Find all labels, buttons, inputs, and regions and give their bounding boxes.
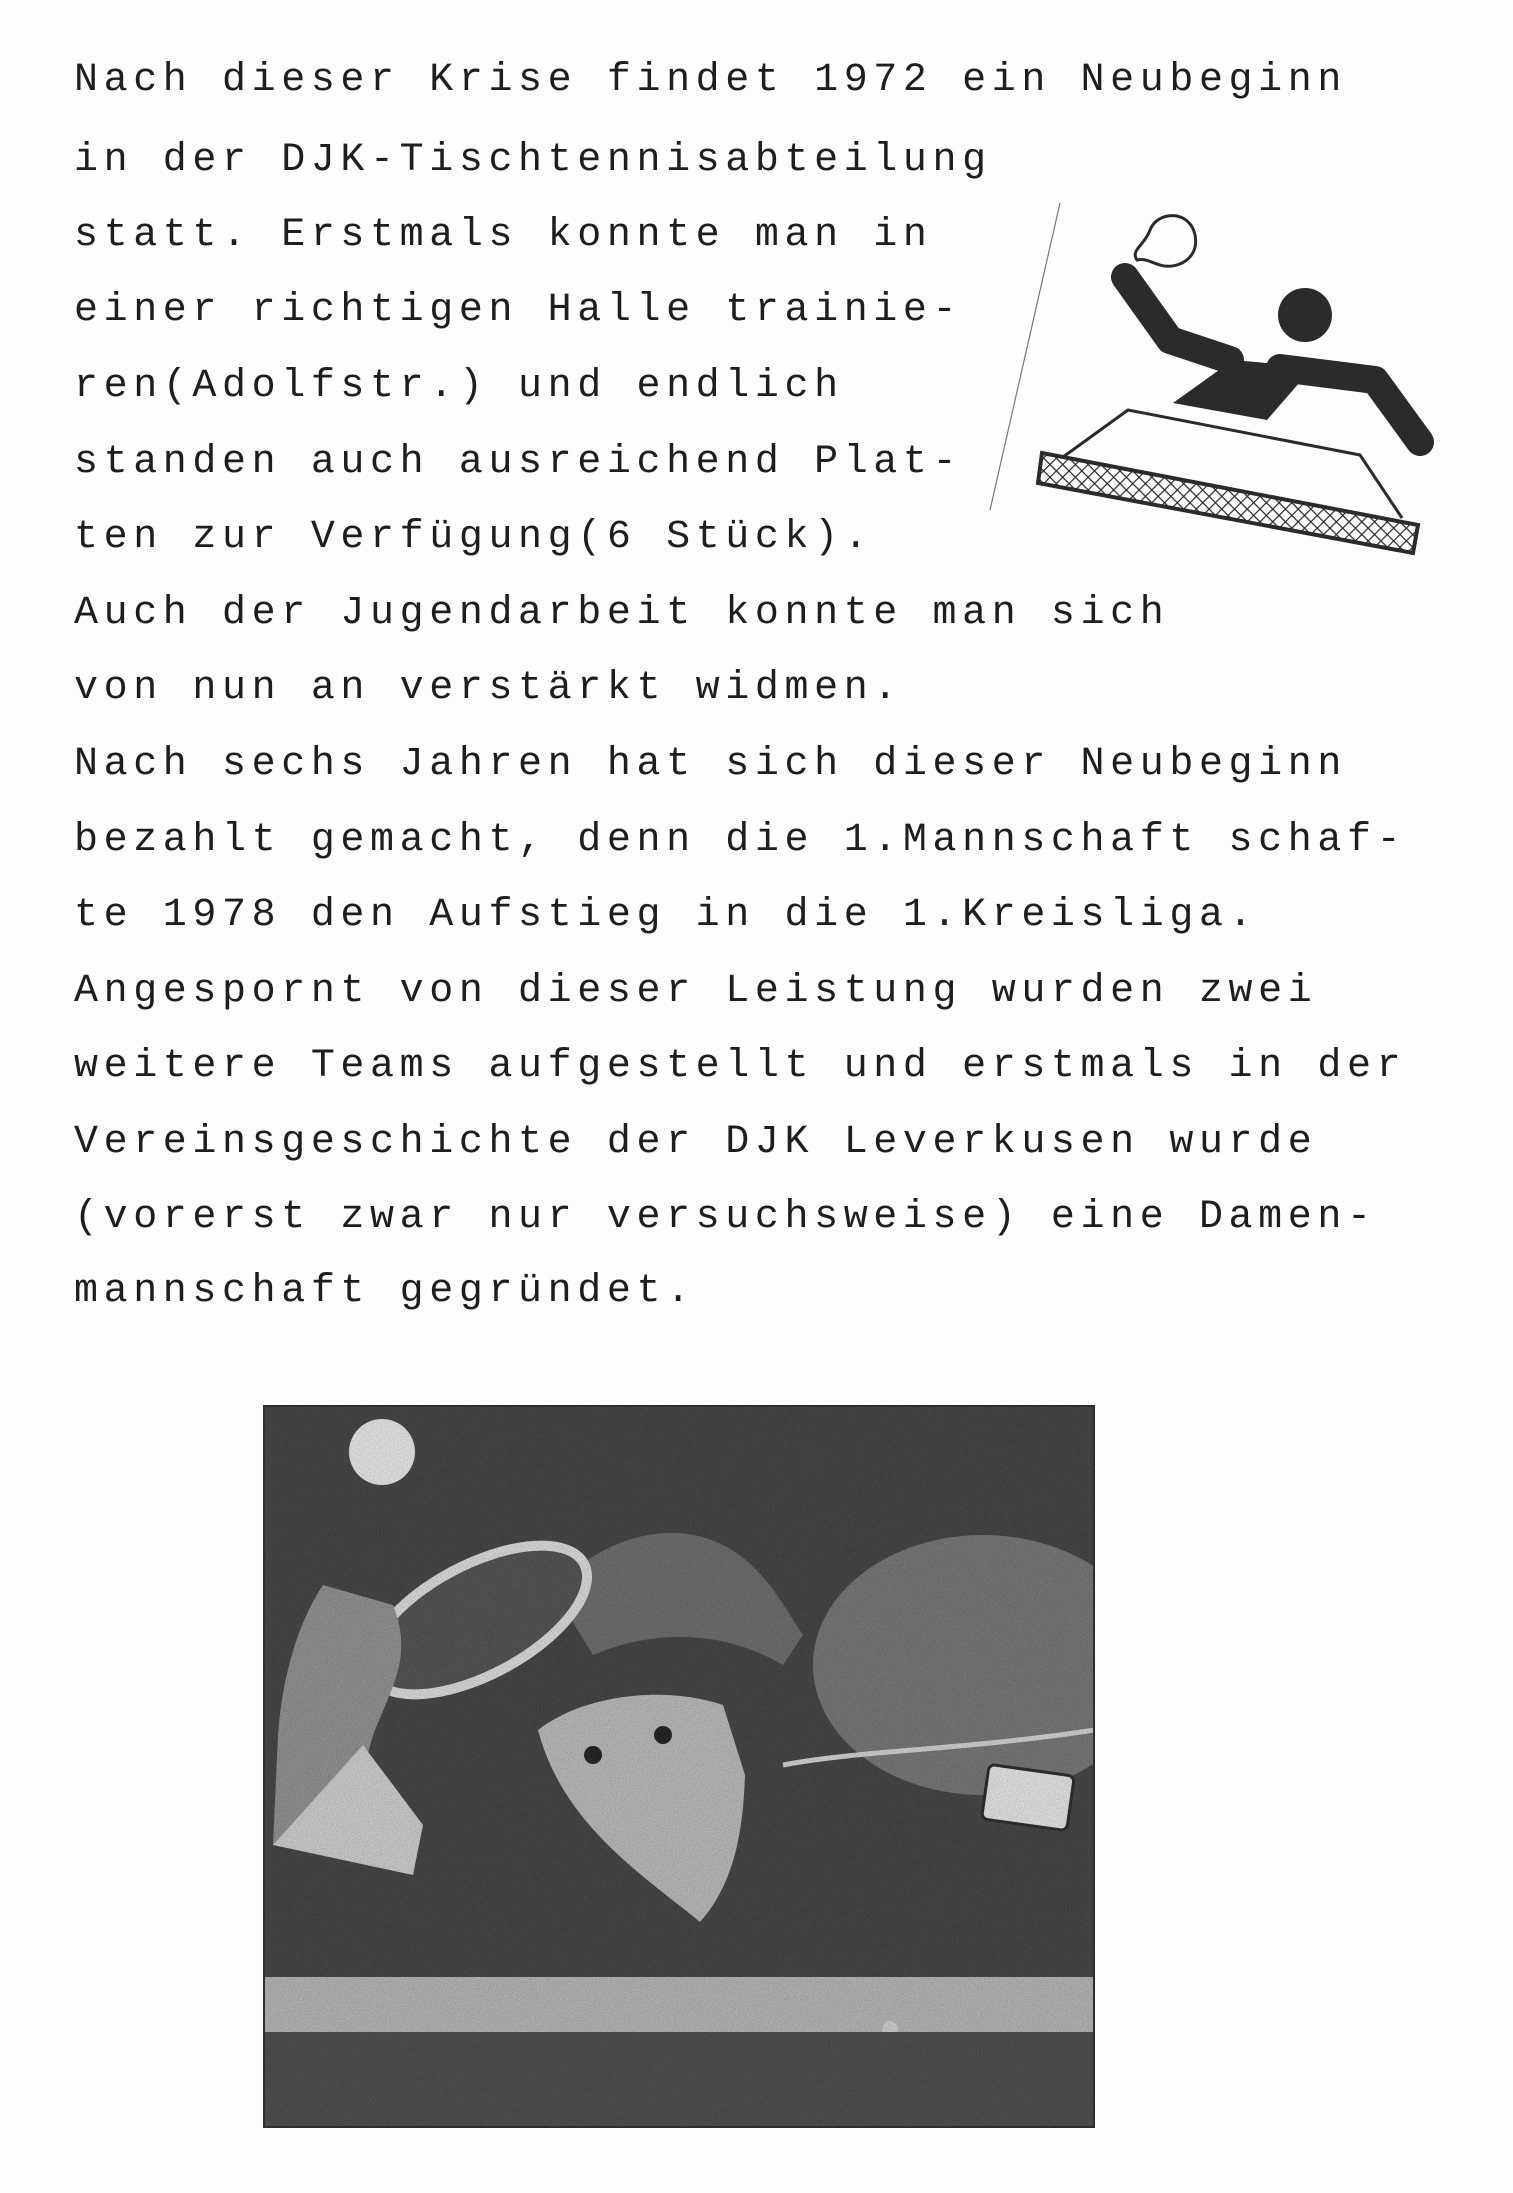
body-text-line: (vorerst zwar nur versuchsweise) eine Damen-	[74, 1195, 1377, 1240]
body-text-line: ren(Adolfstr.) und endlich	[74, 364, 844, 409]
body-text-line: weitere Teams aufgestellt und erstmals in der	[74, 1044, 1407, 1089]
player-photo	[263, 1405, 1095, 2128]
body-text-line: von nun an verstärkt widmen.	[74, 666, 903, 711]
body-text-line: einer richtigen Halle trainie-	[74, 288, 963, 333]
body-text-line: in der DJK-Tischtennisabteilung	[74, 138, 992, 183]
body-text-line: Angespornt von dieser Leistung wurden zwei	[74, 969, 1318, 1014]
head-icon	[1278, 288, 1332, 342]
body-text-line: Auch der Jugendarbeit konnte man sich	[74, 591, 1170, 636]
body-text-line: Nach dieser Krise findet 1972 ein Neubeginn	[74, 58, 1347, 103]
ball-icon	[349, 1419, 415, 1485]
arm-icon	[1125, 277, 1230, 360]
body-text-line: standen auch ausreichend Plat-	[74, 440, 963, 485]
arm-icon	[1280, 368, 1420, 442]
badge-icon	[982, 1764, 1075, 1830]
body-text-line: Vereinsgeschichte der DJK Leverkusen wurde	[74, 1120, 1318, 1165]
table-tennis-pictogram-icon	[980, 190, 1460, 570]
paddle-icon	[1135, 216, 1195, 267]
body-text-line: statt. Erstmals konnte man in	[74, 213, 933, 258]
body-text-line: ten zur Verfügung(6 Stück).	[74, 515, 874, 560]
body-text-line: Nach sechs Jahren hat sich dieser Neubeginn	[74, 742, 1347, 787]
body-text-line: mannschaft gegründet.	[74, 1269, 696, 1314]
body-text-line: bezahlt gemacht, denn die 1.Mannschaft schaf-	[74, 818, 1407, 863]
body-text-line: te 1978 den Aufstieg in die 1.Kreisliga.	[74, 893, 1259, 938]
net-icon	[1038, 453, 1418, 553]
